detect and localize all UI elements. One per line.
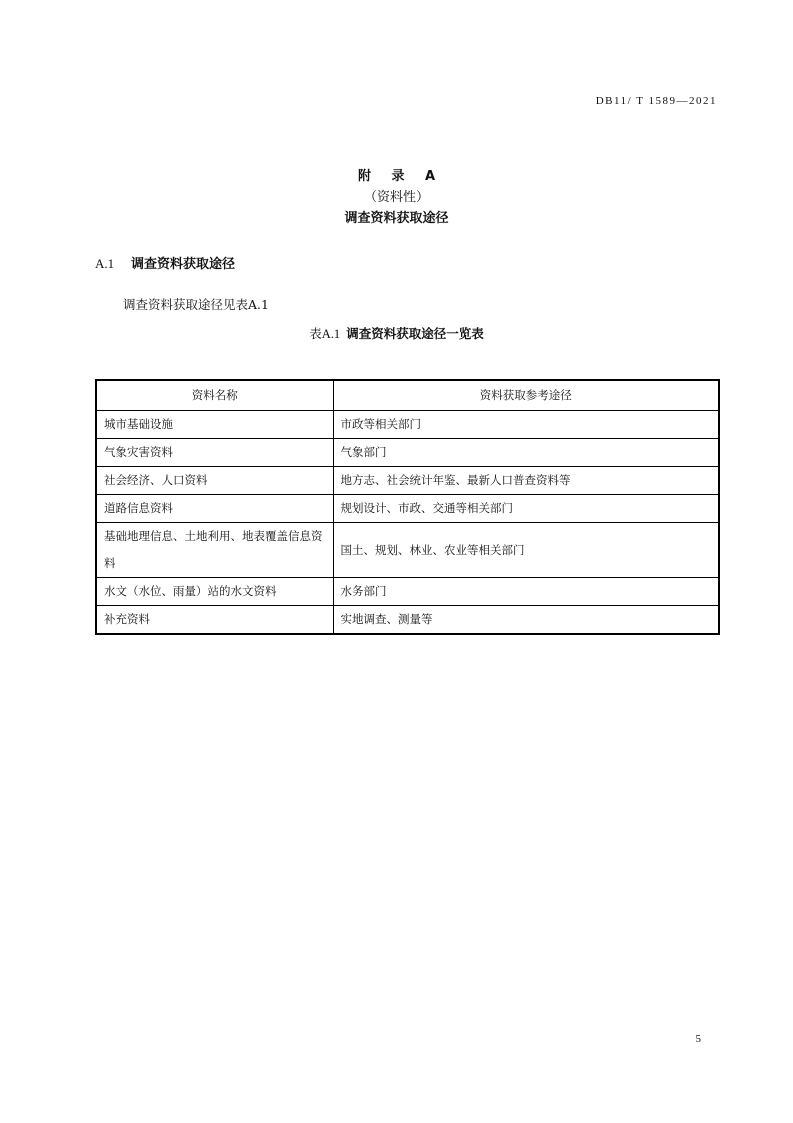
- table-row: [96, 578, 719, 606]
- appendix-title: 调查资料获取途径: [344, 211, 449, 226]
- table-caption-title: 调查资料获取途径一览表: [346, 326, 484, 341]
- cell-name: 社会经济、人口资料: [96, 467, 333, 495]
- cell-name: 城市基础设施: [96, 411, 333, 439]
- table-row: [96, 523, 719, 578]
- cell-source: 国土、规划、林业、农业等相关部门: [333, 523, 719, 578]
- cell-name: 补充资料: [96, 606, 333, 635]
- section-heading: [95, 253, 235, 272]
- cell-source: 气象部门: [333, 439, 719, 467]
- appendix-heading: [0, 166, 793, 229]
- table-row: [96, 606, 719, 635]
- table-row: [96, 411, 719, 439]
- column-header-name: 资料名称: [96, 380, 333, 411]
- table-row: [96, 495, 719, 523]
- cell-name: 气象灾害资料: [96, 439, 333, 467]
- section-title: 调查资料获取途径: [131, 257, 236, 272]
- cell-name: 水文（水位、雨量）站的水文资料: [96, 578, 333, 606]
- cell-name: 道路信息资料: [96, 495, 333, 523]
- cell-source: 规划设计、市政、交通等相关部门: [333, 495, 719, 523]
- page-number: 5: [695, 1033, 701, 1045]
- body-paragraph: 调查资料获取途径见表A.1: [123, 297, 269, 312]
- cell-source: 市政等相关部门: [333, 411, 719, 439]
- appendix-nature: （资料性）: [363, 190, 429, 205]
- cell-source: 实地调查、测量等: [333, 606, 719, 635]
- cell-source: 地方志、社会统计年鉴、最新人口普查资料等: [333, 467, 719, 495]
- table-header-row: [96, 380, 719, 411]
- table-row: [96, 439, 719, 467]
- table-caption-number: 表A.1: [309, 327, 341, 341]
- column-header-source: 资料获取参考途径: [333, 380, 719, 411]
- data-table: [95, 379, 720, 635]
- section-number: A.1: [95, 256, 115, 271]
- table-caption: [0, 324, 793, 342]
- cell-name: 基础地理信息、土地利用、地表覆盖信息资料: [96, 523, 333, 578]
- document-code: DB11/ T 1589—2021: [595, 95, 717, 107]
- cell-source: 水务部门: [333, 578, 719, 606]
- table-row: [96, 467, 719, 495]
- appendix-label: 附 录 A: [357, 169, 444, 184]
